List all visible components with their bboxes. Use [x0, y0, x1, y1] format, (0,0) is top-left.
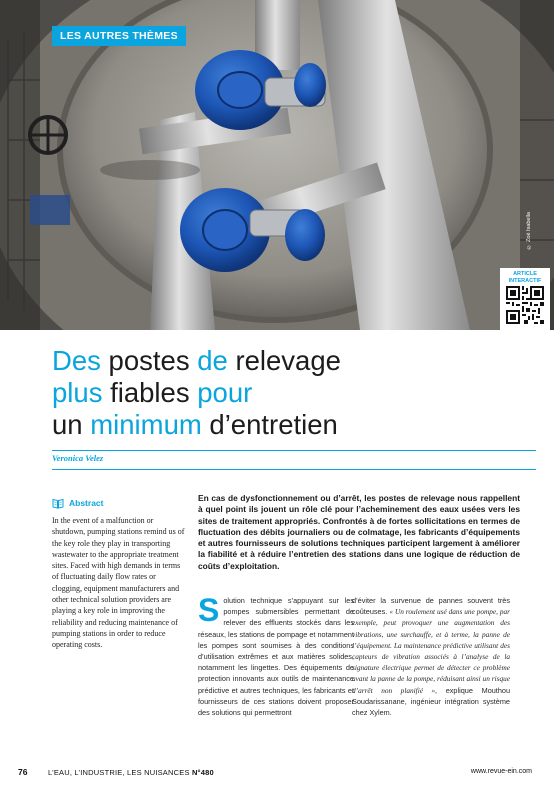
author-rule-top	[52, 450, 536, 451]
journal-name	[48, 768, 214, 777]
title-word: minimum	[90, 409, 202, 440]
website-link[interactable]: www.revue-ein.com	[470, 768, 532, 775]
title-word: de	[197, 345, 228, 376]
article-title	[52, 345, 522, 441]
qr-label	[500, 271, 550, 284]
journal-issue: N°480	[191, 768, 214, 777]
body-column-2	[352, 595, 510, 718]
title-word: plus	[52, 377, 103, 408]
body-text: explique Mouthou Soudarissanane, ingénieur intégration système chez Xylem.	[352, 685, 511, 718]
qr-label-line2: INTERACTIF	[508, 277, 542, 284]
lead-paragraph: En cas de dysfonctionnement ou d’arrêt, les postes de relevage nous rappellent à quel point ils jouent un rôle clé pour l’acheminement des eaux usées vers les sites de traitement appropriés. Confrontés à de fortes sollicitations en termes de fluctuation des débits journaliers ou de colmatage, les fabricants d’équipements et autres fournisseurs de solutions techniques participent largement à améliorer la fiabilité et à réduire l’entretien des stations dans une logique de réduction de coûts d’exploitation.	[198, 493, 520, 571]
body-column-1	[198, 592, 354, 718]
journal-title: L’EAU, L’INDUSTRIE, LES NUISANCES	[48, 768, 190, 777]
title-word: d’entretien	[209, 409, 338, 440]
page-number: 76	[18, 767, 28, 777]
hero-photo	[0, 0, 554, 330]
title-word: Des	[52, 345, 101, 376]
pumping-station-photo	[0, 0, 554, 330]
body-text: olution technique s’appuyant sur les pompes submersibles permettant de relever des effluents stockés dans les réseaux, les stations de pompage et notamment les pompes sont soumises à des conditions d’utilisation extrêmes et aux matières solides, notamment les lingettes. Des équipements de protection innovants aux outils de maintenance prédictive et autres techniques, les fabricants et fournisseurs de ces stations doivent proposer des solutions qui permettront	[198, 596, 354, 718]
title-word: postes	[108, 345, 190, 376]
photo-credit: © Zoé Isabella	[526, 212, 532, 250]
title-word: relevage	[235, 345, 341, 376]
open-book-icon	[52, 497, 64, 509]
author-rule-bottom	[52, 469, 536, 470]
qr-label-line1: ARTICLE	[513, 271, 537, 277]
title-word: fiables	[110, 377, 190, 408]
author-byline: Veronica Velez	[52, 453, 104, 463]
title-word: un	[52, 409, 83, 440]
title-word: pour	[197, 377, 253, 408]
quote-text: « Un roulement usé dans une pompe, par exemple, peut provoquer une augmentation des vibrations, une surchauffe, et à terme, la panne de l’équipement. La maintenance prédictive utilisant des capteurs de vibration associés à l’analyse de la signature électrique permet de détecter ce problème avant la panne de la pompe, réduisant ainsi un risque d’arrêt non planifié »,	[352, 607, 510, 695]
interactive-article-qr[interactable]	[500, 268, 550, 330]
section-tag: LES AUTRES THÈMES	[52, 26, 186, 46]
body-text: d’éviter la survenue de pannes souvent très coûteuses.	[352, 596, 510, 617]
abstract-heading	[52, 497, 103, 509]
qr-code-icon[interactable]	[506, 286, 544, 324]
abstract-title: Abstract	[69, 498, 104, 508]
drop-cap: S	[198, 592, 220, 628]
abstract-body: In the event of a malfunction or shutdown, pumping stations remind us of the key role they play in transporting wastewater to the appropriate treatment sites. Faced with high demands in terms of fluctuating daily flow rates or clogging, equipment manufacturers and other technical solution providers are playing a key role in improving the reliability and reducing maintenance of pumping stations in order to reduce operating costs.	[52, 516, 185, 650]
